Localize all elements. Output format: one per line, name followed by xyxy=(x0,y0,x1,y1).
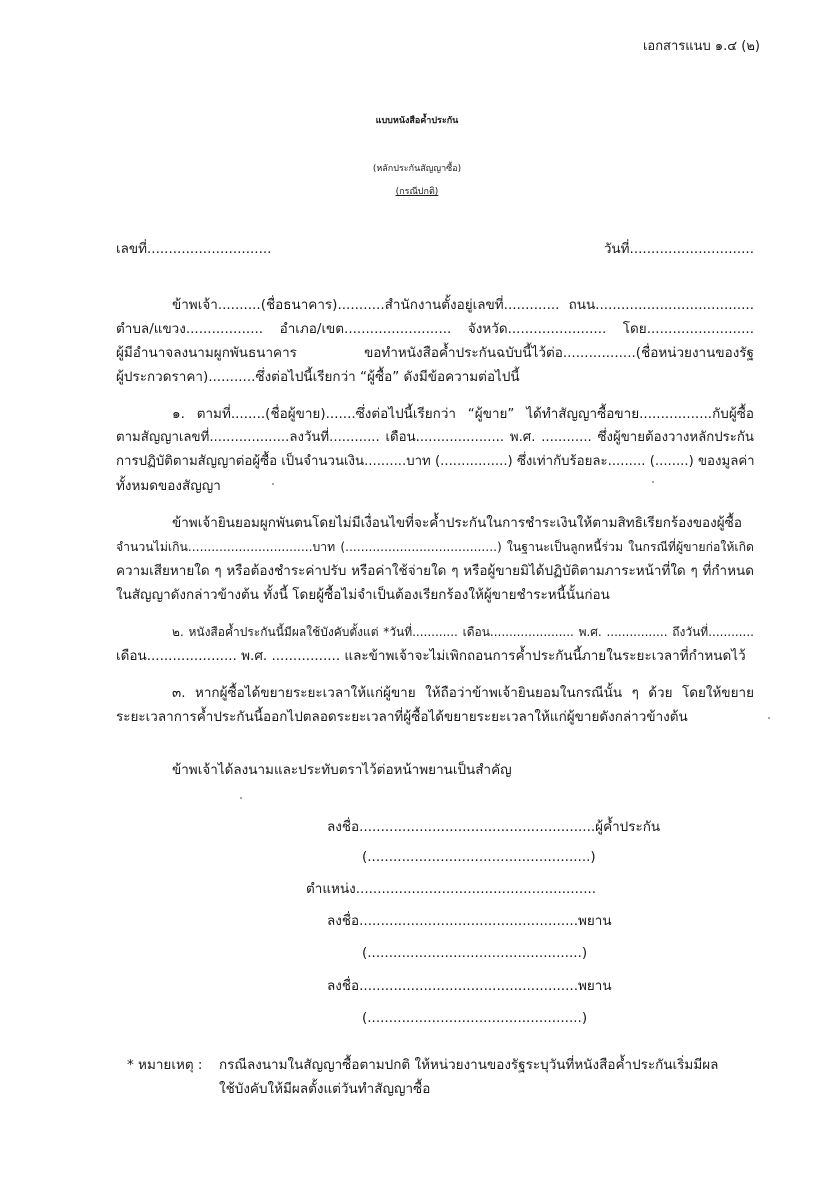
clause-3-line-2: ระยะเวลาการค้ำประกันนี้ออกไปตลอดระยะเวลาที่ผู้ซื้อได้ขยายระยะเวลาให้แก่ผู้ขายดังกล่าวข้างต้น xyxy=(116,709,688,725)
document-case-label: (กรณีปกติ) xyxy=(395,187,439,197)
clause-1b-line-4: ในสัญญาดังกล่าวข้างต้น ทั้งนี้ โดยผู้ซื้อไม่จำเป็นต้องเรียกร้องให้ผู้ขายชำระหนี้นั้นก่อน xyxy=(116,587,610,603)
scan-speck xyxy=(240,797,242,799)
clause-1b-line-2: จำนวนไม่เกิน................................บาท (.......................................) ในฐานะเป็นลูกหนี้ร่วม ในกรณีที่ผู้ขายก่อให้เกิด xyxy=(116,540,754,554)
document-subtitle: (หลักประกันสัญญาซื้อ) xyxy=(372,164,462,174)
clause-1-line-4: ทั้งหมดของสัญญา xyxy=(116,478,221,494)
scan-speck xyxy=(272,483,274,485)
witness-2-name-line: (..................................................) xyxy=(362,1010,588,1026)
intro-line-3: ผู้มีอำนาจลงนามผูกพันธนาคาร ขอทำหนังสือค้ำประกันฉบับนี้ไว้ต่อ.................(ชื่อหน่วยงานของรัฐ xyxy=(116,345,754,361)
scan-speck xyxy=(768,717,770,719)
clause-1b-line-3: ความเสียหายใด ๆ หรือต้องชำระค่าปรับ หรือค่าใช้จ่ายใด ๆ หรือผู้ขายมิได้ปฏิบัติตามภาระหน้าที่ใด ๆ ที่กำหนด xyxy=(116,563,754,579)
clause-1-line-1: ๑. ตามที่........(ชื่อผู้ขาย).......ซึ่งต่อไปนี้เรียกว่า “ผู้ขาย” ได้ทำสัญญาซื้อขาย.................กับผู้ซื้อ xyxy=(172,406,754,422)
scan-speck xyxy=(652,481,654,483)
note-label: * หมายเหตุ : xyxy=(127,1057,203,1073)
clause-2-line-2: เดือน..................... พ.ศ. ................ และข้าพเจ้าจะไม่เพิกถอนการค้ำประกันนี้ภายในระยะเวลาที่กำหนดไว้ xyxy=(116,648,746,664)
witness-1-signature-line: ลงชื่อ...................................................พยาน xyxy=(327,913,612,929)
clause-1-line-2: ตามสัญญาเลขที่...................ลงวันที่............ เดือน..................... พ.ศ. ............ ซึ่งผู้ขายต้องวางหลักประกัน xyxy=(116,430,754,445)
guarantor-position-line: ตำแหน่ง........................................................ xyxy=(306,881,597,897)
note-line-2: ใช้บังคับให้มีผลตั้งแต่วันทำสัญญาซื้อ xyxy=(219,1081,431,1097)
document-date: วันที่............................. xyxy=(603,241,754,257)
note-line-1: กรณีลงนามในสัญญาซื้อตามปกติ ให้หน่วยงานของรัฐระบุวันที่หนังสือค้ำประกันเริ่มมีผล xyxy=(219,1057,719,1073)
intro-line-4: ผู้ประกวดราคา)...........ซึ่งต่อไปนี้เรียกว่า “ผู้ซื้อ” ดังมีข้อความต่อไปนี้ xyxy=(116,369,520,385)
witness-1-name-line: (..................................................) xyxy=(362,945,588,961)
intro-line-2: ตำบล/แขวง.................. อำเภอ/เขต......................... จังหวัด....................... โดย......................... xyxy=(116,321,754,337)
clause-1-line-3: การปฏิบัติตามสัญญาต่อผู้ซื้อ เป็นจำนวนเงิน..........บาท (................) ซึ่งเท่ากับร้อยละ......... (........) ของมูลค่า xyxy=(116,454,755,469)
clause-2-line-1: ๒. หนังสือค้ำประกันนี้มีผลใช้บังคับตั้งแต่ *วันที่............ เดือน...................... พ.ศ. ................ ถึงวันที่............ xyxy=(172,625,754,639)
witness-2-signature-line: ลงชื่อ...................................................พยาน xyxy=(327,978,612,994)
annex-reference: เอกสารแนบ ๑.๔ (๒) xyxy=(642,39,760,54)
clause-3-line-1: ๓. หากผู้ซื้อได้ขยายระยะเวลาให้แก่ผู้ขาย ให้ถือว่าข้าพเจ้ายินยอมในกรณีนั้น ๆ ด้วย โดยให้ขยาย xyxy=(172,685,754,701)
document-title: แบบหนังสือค้ำประกัน xyxy=(375,116,459,126)
guarantor-name-line: (....................................................) xyxy=(362,849,596,865)
closing-statement: ข้าพเจ้าได้ลงนามและประทับตราไว้ต่อหน้าพยานเป็นสำคัญ xyxy=(172,762,512,778)
document-number: เลขที่............................. xyxy=(116,241,272,257)
clause-1b-line-1: ข้าพเจ้ายินยอมผูกพันตนโดยไม่มีเงื่อนไขที่จะค้ำประกันในการชำระเงินให้ตามสิทธิเรียกร้องของผู้ซื้อ xyxy=(172,515,742,531)
intro-line-1: ข้าพเจ้า..........(ชื่อธนาคาร)...........สำนักงานตั้งอยู่เลขที่............. ถนน..................................... xyxy=(172,297,754,313)
guarantor-signature-line: ลงชื่อ.......................................................ผู้ค้ำประกัน xyxy=(327,819,661,835)
